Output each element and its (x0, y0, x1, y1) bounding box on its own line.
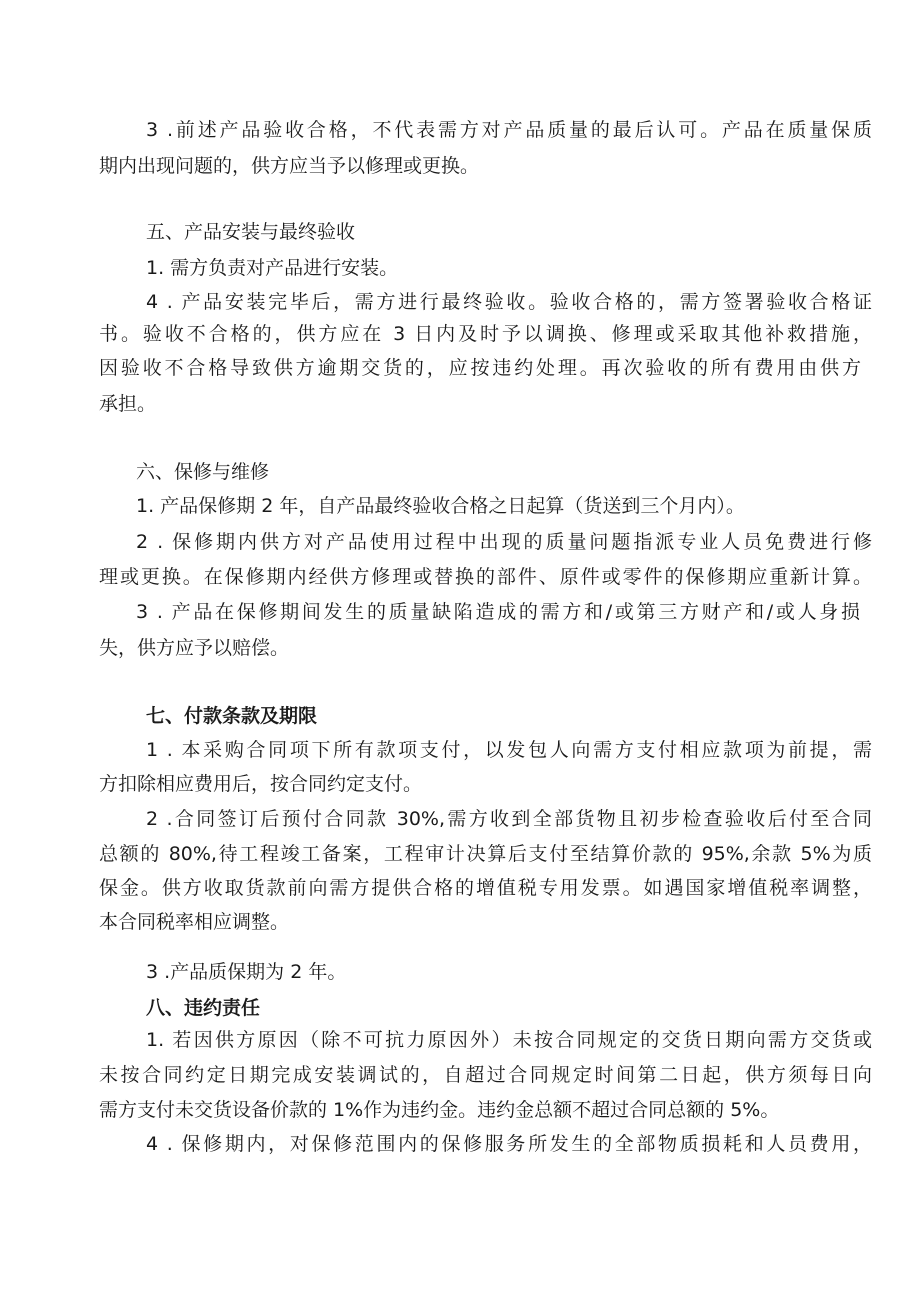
text-line: 1 . 本采购合同项下所有款项支付，以发包人向需方支付相应款项为前提，需 (146, 739, 872, 761)
text-line: 未按合同约定日期完成安装调试的，自超过合同规定时间第二日起，供方须每日向 (99, 1064, 872, 1086)
text-line: 需方支付未交货设备价款的 1%作为违约金。违约金总额不超过合同总额的 5%。 (99, 1099, 780, 1121)
text-line: 3 .产品质保期为 2 年。 (146, 961, 347, 983)
text-line: 4 . 保修期内，对保修范围内的保修服务所发生的全部物质损耗和人员费用， (146, 1133, 872, 1155)
text-line: 方扣除相应费用后，按合同约定支付。 (99, 773, 423, 795)
text-line: 本合同税率相应调整。 (99, 911, 290, 933)
text-line: 理或更换。在保修期内经供方修理或替换的部件、原件或零件的保修期应重新计算。 (99, 566, 872, 588)
section-heading: 六、保修与维修 (136, 461, 270, 483)
section-heading: 七、付款条款及期限 (146, 705, 318, 727)
text-line: 1. 需方负责对产品进行安装。 (146, 257, 399, 279)
text-line: 失，供方应予以赔偿。 (99, 637, 290, 659)
section-heading: 五、产品安装与最终验收 (146, 221, 356, 243)
text-line: 3 . 产品在保修期间发生的质量缺陷造成的需方和/或第三方财产和/或人身损 (136, 601, 860, 623)
text-line: 4 . 产品安装完毕后，需方进行最终验收。验收合格的，需方签署验收合格证 (146, 291, 872, 313)
text-line: 期内出现问题的，供方应当予以修理或更换。 (99, 155, 480, 177)
section-heading: 八、违约责任 (146, 997, 261, 1019)
text-line: 1. 若因供方原因（除不可抗力原因外）未按合同规定的交货日期向需方交货或 (146, 1029, 872, 1051)
text-line: 因验收不合格导致供方逾期交货的，应按违约处理。再次验收的所有费用由供方 (99, 357, 861, 379)
text-line: 2 .合同签订后预付合同款 30%,需方收到全部货物且初步检查验收后付至合同 (146, 808, 872, 830)
text-line: 1. 产品保修期 2 年，自产品最终验收合格之日起算（货送到三个月内）。 (136, 495, 745, 517)
text-line: 承担。 (99, 393, 157, 415)
text-line: 保金。供方收取货款前向需方提供合格的增值税专用发票。如遇国家增值税率调整， (99, 877, 872, 899)
text-line: 总额的 80%,待工程竣工备案，工程审计决算后支付至结算价款的 95%,余款 5%为质 (99, 843, 872, 865)
text-line: 3 .前述产品验收合格，不代表需方对产品质量的最后认可。产品在质量保质 (146, 119, 872, 141)
text-line: 书。验收不合格的，供方应在 3 日内及时予以调换、修理或采取其他补救措施， (99, 323, 872, 345)
text-line: 2 . 保修期内供方对产品使用过程中出现的质量问题指派专业人员免费进行修 (136, 531, 872, 553)
